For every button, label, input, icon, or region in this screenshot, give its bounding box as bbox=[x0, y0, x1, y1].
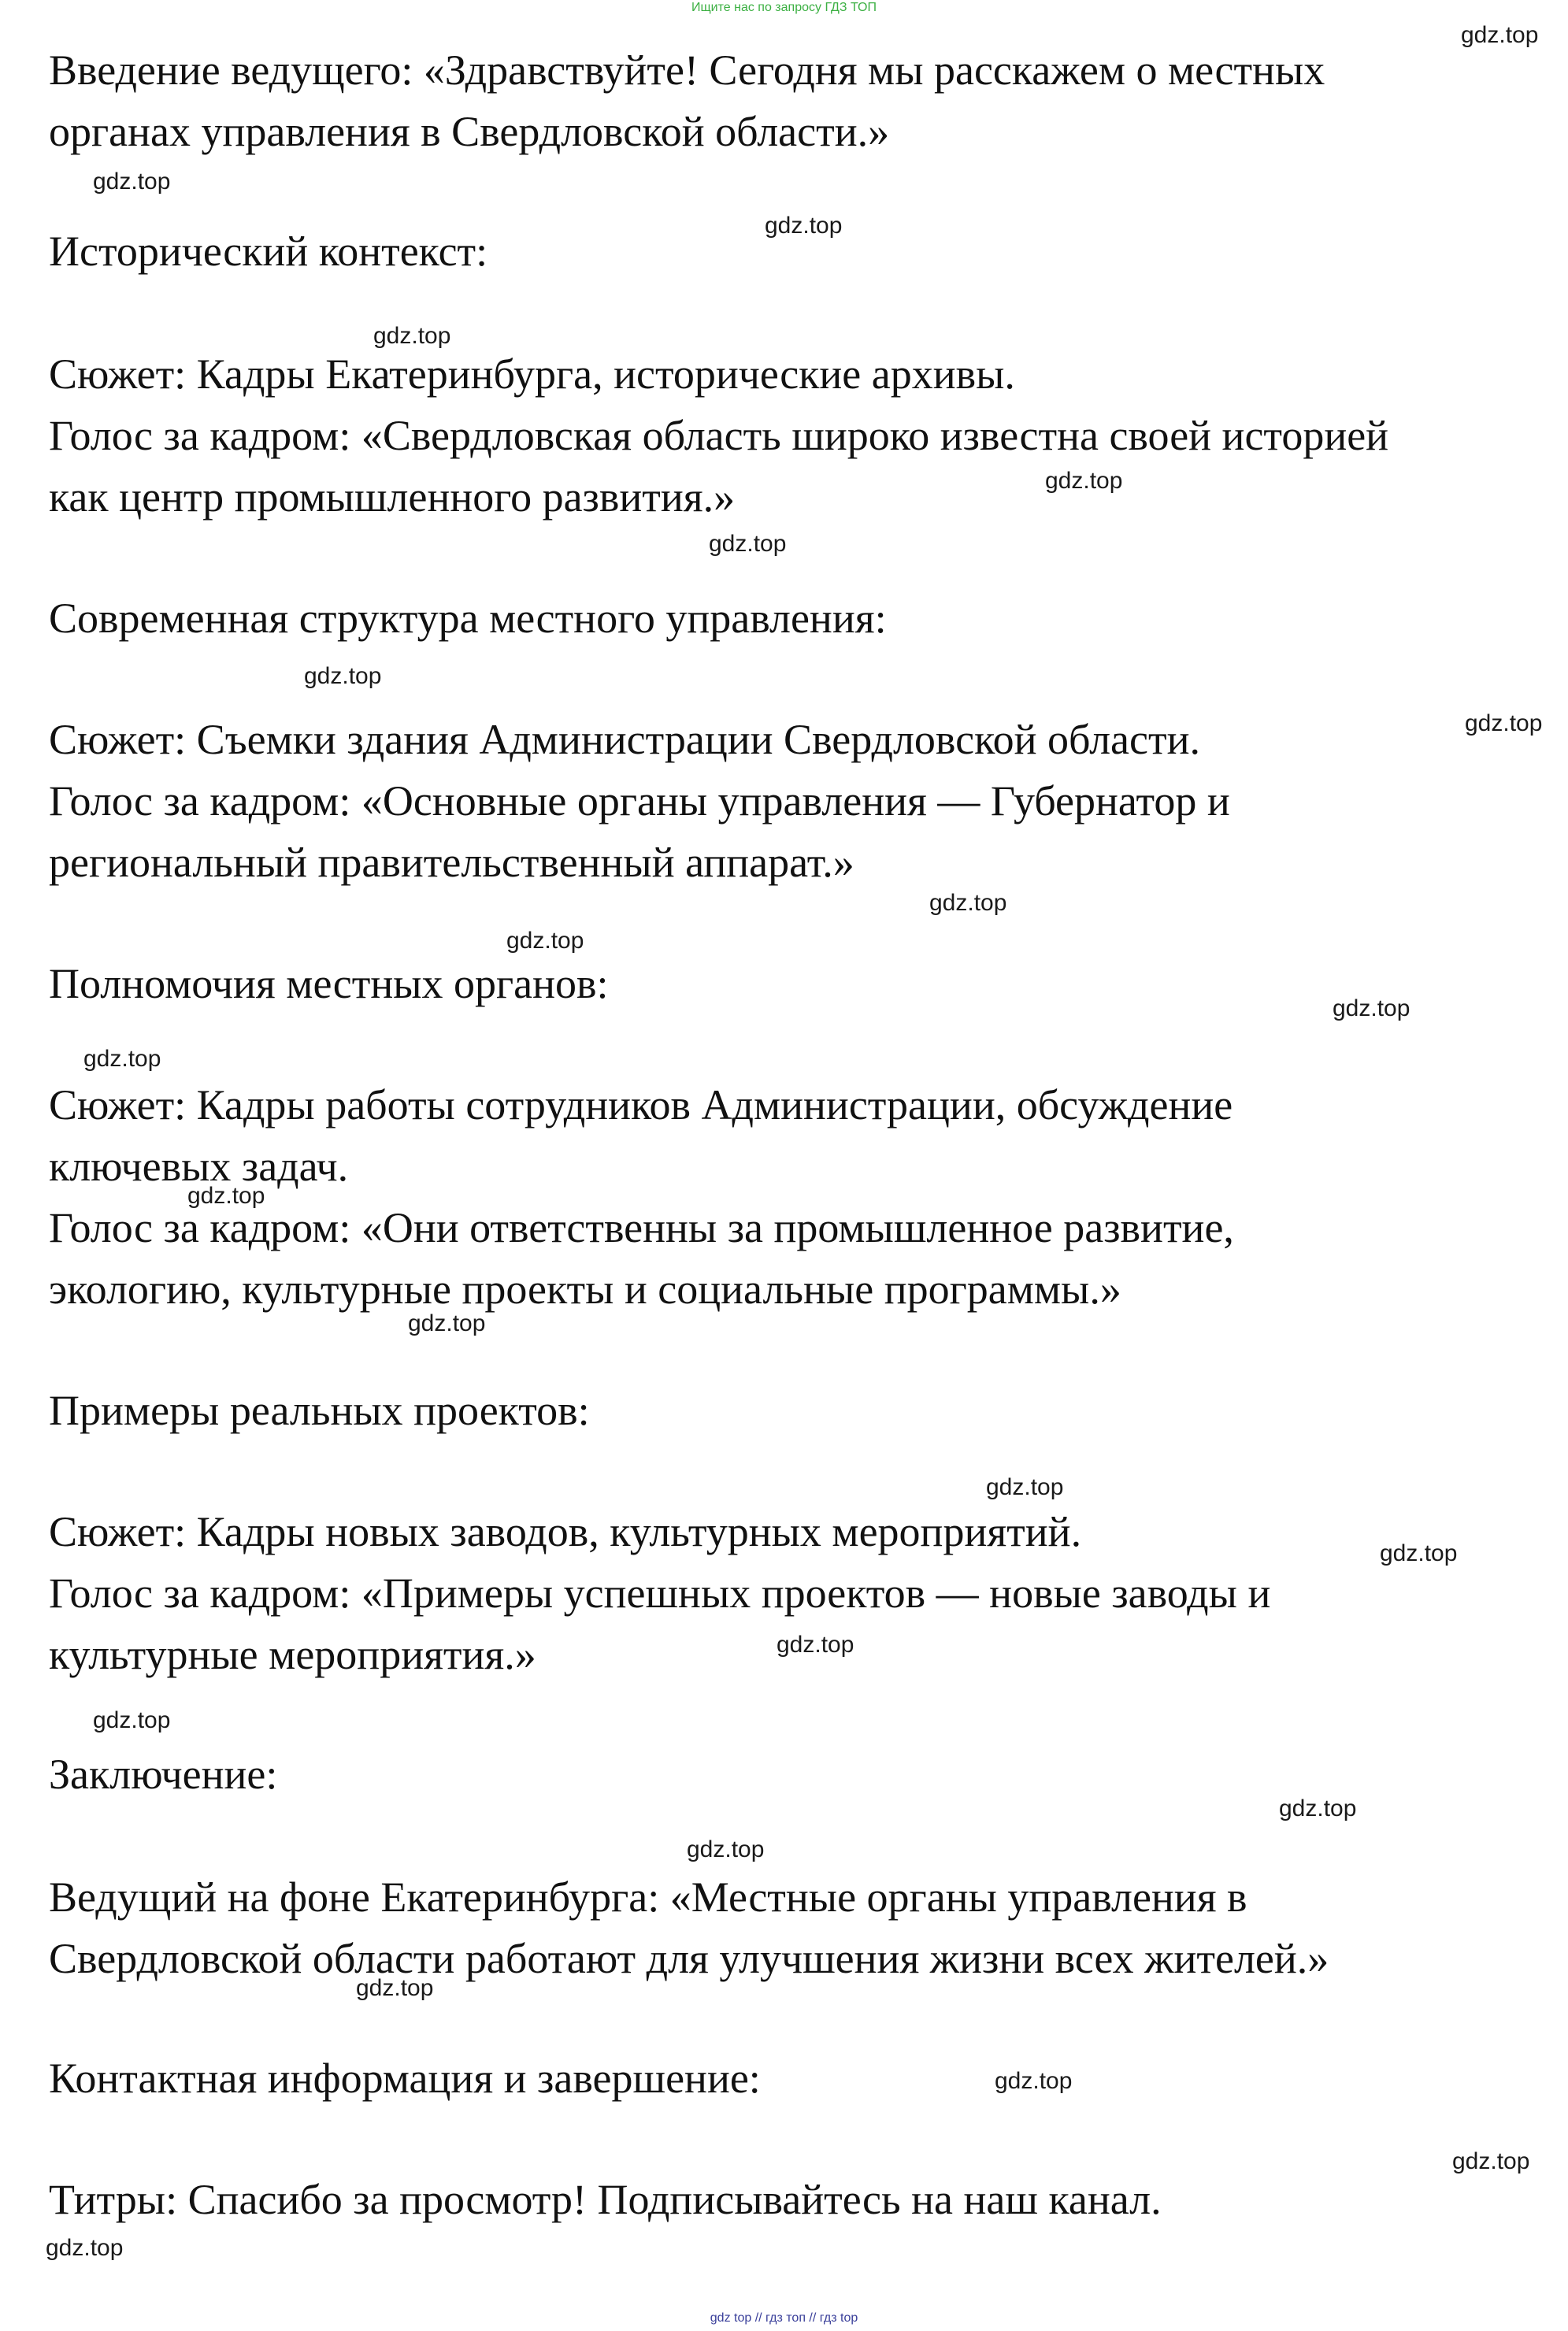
text-line: Заключение: bbox=[49, 1751, 278, 1798]
watermark: gdz.top bbox=[304, 663, 382, 689]
watermark: gdz.top bbox=[1461, 22, 1539, 48]
text-line: Титры: Спасибо за просмотр! Подписывайтесь на наш канал. bbox=[49, 2176, 1162, 2223]
watermark: gdz.top bbox=[187, 1183, 265, 1209]
text-line: Сюжет: Кадры Екатеринбурга, исторические архивы. bbox=[49, 350, 1015, 398]
text-line: Современная структура местного управления: bbox=[49, 595, 887, 642]
text-line: культурные мероприятия.» bbox=[49, 1631, 536, 1678]
watermark: gdz.top bbox=[1452, 2148, 1530, 2174]
watermark: gdz.top bbox=[986, 1474, 1064, 1500]
text-line: Голос за кадром: «Основные органы управления — Губернатор и bbox=[49, 777, 1230, 825]
text-line: ключевых задач. bbox=[49, 1143, 349, 1190]
watermark: gdz.top bbox=[356, 1975, 434, 2001]
watermark: gdz.top bbox=[777, 1632, 854, 1658]
text-line: Свердловской области работают для улучшения жизни всех жителей.» bbox=[49, 1935, 1329, 1982]
text-line: экологию, культурные проекты и социальные программы.» bbox=[49, 1266, 1121, 1313]
text-line: Сюжет: Кадры новых заводов, культурных мероприятий. bbox=[49, 1508, 1082, 1555]
footer-links[interactable]: gdz top // гдз топ // гдз top bbox=[710, 2311, 858, 2325]
text-line: органах управления в Свердловской области.» bbox=[49, 108, 890, 155]
watermark: gdz.top bbox=[93, 1707, 171, 1733]
watermark: gdz.top bbox=[408, 1310, 486, 1336]
watermark: gdz.top bbox=[373, 323, 451, 349]
watermark: gdz.top bbox=[93, 169, 171, 195]
search-banner[interactable]: Ищите нас по запросу ГДЗ ТОП bbox=[691, 1, 877, 14]
watermark: gdz.top bbox=[1045, 468, 1123, 494]
watermark: gdz.top bbox=[1380, 1540, 1458, 1566]
text-line: Голос за кадром: «Они ответственны за промышленное развитие, bbox=[49, 1204, 1234, 1251]
text-line: Сюжет: Съемки здания Администрации Свердловской области. bbox=[49, 716, 1200, 763]
watermark: gdz.top bbox=[83, 1046, 161, 1072]
text-line: Контактная информация и завершение: bbox=[49, 2055, 761, 2102]
watermark: gdz.top bbox=[929, 890, 1007, 916]
watermark: gdz.top bbox=[709, 531, 787, 557]
text-line: Введение ведущего: «Здравствуйте! Сегодня мы расскажем о местных bbox=[49, 46, 1325, 94]
text-line: Сюжет: Кадры работы сотрудников Администрации, обсуждение bbox=[49, 1081, 1233, 1128]
text-line: как центр промышленного развития.» bbox=[49, 473, 736, 521]
text-line: Примеры реальных проектов: bbox=[49, 1387, 590, 1434]
watermark: gdz.top bbox=[506, 928, 584, 954]
watermark: gdz.top bbox=[1333, 995, 1410, 1021]
watermark: gdz.top bbox=[1465, 710, 1543, 736]
watermark: gdz.top bbox=[765, 213, 843, 239]
watermark: gdz.top bbox=[46, 2235, 124, 2261]
text-line: Голос за кадром: «Примеры успешных проектов — новые заводы и bbox=[49, 1569, 1271, 1617]
text-line: Ведущий на фоне Екатеринбурга: «Местные органы управления в bbox=[49, 1873, 1247, 1921]
text-line: Исторический контекст: bbox=[49, 228, 488, 275]
watermark: gdz.top bbox=[1279, 1796, 1357, 1821]
watermark: gdz.top bbox=[995, 2068, 1073, 2094]
text-line: Голос за кадром: «Свердловская область широко известна своей историей bbox=[49, 412, 1389, 459]
watermark: gdz.top bbox=[687, 1836, 765, 1862]
text-line: региональный правительственный аппарат.» bbox=[49, 839, 854, 886]
text-line: Полномочия местных органов: bbox=[49, 960, 609, 1007]
